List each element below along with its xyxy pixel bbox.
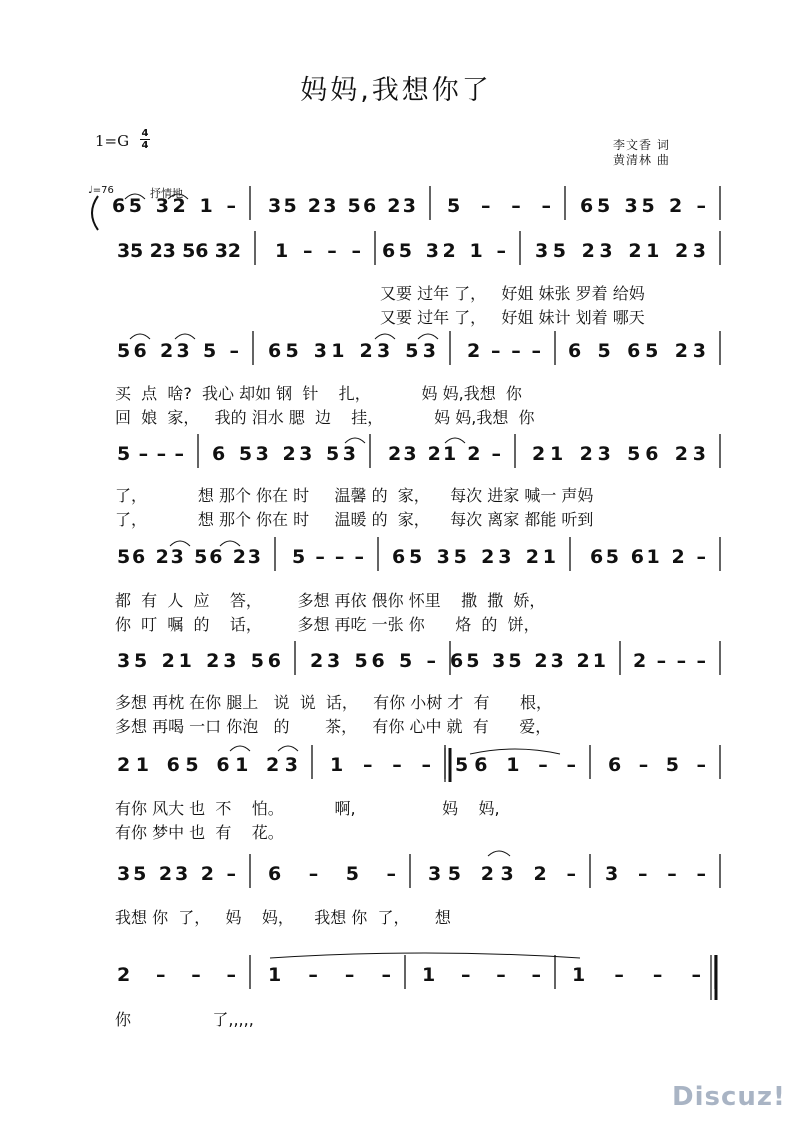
lyric-line: 都 有 人 应 答， 多想 再依 偎你 怀里 撒 撒 娇， xyxy=(115,591,546,610)
slur xyxy=(418,334,438,339)
measure-notes: 35 23 56 32 xyxy=(117,240,241,262)
measure-notes: 1 – – – xyxy=(275,240,361,262)
measure-notes: 65 35 23 21 xyxy=(450,650,606,672)
composer: 黄清林 曲 xyxy=(613,153,670,167)
measure-notes: 5 – – – xyxy=(292,546,364,568)
measure-notes: 65 31 23 53 xyxy=(268,340,436,362)
slur xyxy=(270,953,580,958)
measure-notes: 65 35 2 – xyxy=(580,195,706,217)
measure-notes: 35 23 2 – xyxy=(428,863,576,885)
slur xyxy=(278,746,298,751)
key-signature: 1=G xyxy=(95,132,130,150)
measure-notes: 2 – – – xyxy=(633,650,706,672)
measure-notes: 65 61 2 – xyxy=(590,546,706,568)
measure-notes: 35 23 56 23 xyxy=(268,195,416,217)
measure-notes: 1 – – – xyxy=(422,964,541,986)
measure-notes: 2 – – – xyxy=(117,964,236,986)
measure-notes: 21 65 61 23 xyxy=(117,754,298,776)
slur xyxy=(130,334,150,339)
measure-notes: 6 – 5 – xyxy=(268,863,396,885)
lyric-line: 有你 梦中 也 有 花。 xyxy=(115,823,284,842)
measure-notes: 6 – 5 – xyxy=(608,754,706,776)
lyric-line: 又要 过年 了， 好姐 妹计 划着 哪天 xyxy=(380,308,645,327)
measure-notes: 56 23 56 23 xyxy=(117,546,261,568)
measure-notes: 5 – – – xyxy=(117,443,184,465)
slur xyxy=(488,851,510,856)
measure-notes: 21 23 56 23 xyxy=(532,443,706,465)
measure-notes: 2 – – – xyxy=(467,340,541,362)
measure-notes: 35 23 21 23 xyxy=(535,240,706,262)
lyric-line: 多想 再喝 一口 你泡 的 茶， 有你 心中 就 有 爱， xyxy=(115,717,552,736)
measure-notes: 56 23 5 – xyxy=(117,340,239,362)
measure-notes: 65 32 1 – xyxy=(112,195,236,217)
lyric-line: 你 了,,,,, xyxy=(115,1010,254,1029)
lyric-line: 了， 想 那个 你在 时 温暖 的 家， 每次 离家 都能 听到 xyxy=(115,510,594,529)
measure-notes: 3 – – – xyxy=(605,863,706,885)
time-signature-top: 4 xyxy=(141,128,149,139)
measure-notes: 1 – – – xyxy=(572,964,701,986)
measure-notes: 35 23 2 – xyxy=(117,863,236,885)
measure-notes: 1 – – – xyxy=(330,754,431,776)
lyric-line: 你 叮 嘱 的 话， 多想 再吃 一张 你 烙 的 饼， xyxy=(115,615,540,634)
lyric-line: 我想 你 了， 妈 妈， 我想 你 了， 想 xyxy=(115,908,451,927)
measure-notes: 65 32 1 – xyxy=(382,240,506,262)
lyric-line: 有你 风大 也 不 怕。 啊, 妈 妈, xyxy=(115,799,500,818)
watermark: Discuz! xyxy=(672,1082,786,1112)
measure-notes: 5 – – – xyxy=(447,195,551,217)
measure-notes: 1 – – – xyxy=(268,964,391,986)
page-title: 妈妈,我想你了 xyxy=(300,75,492,106)
measure-notes: 65 35 23 21 xyxy=(392,546,556,568)
measure-notes: 35 21 23 56 xyxy=(117,650,281,672)
lyric-line: 买 点 啥? 我心 却如 钢 针 扎， 妈 妈,我想 你 xyxy=(115,384,522,403)
lyric-line: 又要 过年 了， 好姐 妹张 罗着 给妈 xyxy=(380,284,645,303)
measure-notes: 23 56 5 – xyxy=(310,650,436,672)
lyric-line: 回 娘 家， 我的 泪水 腮 边 挂， 妈 妈,我想 你 xyxy=(115,408,535,427)
slur xyxy=(175,334,195,339)
tempo-mark: ♩=76 xyxy=(88,185,114,196)
lyric-line: 多想 再枕 在你 腿上 说 说 话， 有你 小树 才 有 根， xyxy=(115,693,552,712)
lyricist: 李文香 词 xyxy=(613,138,670,152)
expression-mark: 抒情地 xyxy=(150,187,183,200)
lyric-line: 了， 想 那个 你在 时 温馨 的 家， 每次 进家 喊一 声妈 xyxy=(115,486,594,505)
measure-notes: 56 1 – – xyxy=(455,754,576,776)
slur xyxy=(375,334,395,339)
measure-notes: 6 53 23 53 xyxy=(212,443,356,465)
bracket-open xyxy=(92,196,98,230)
time-signature-bottom: 4 xyxy=(141,140,149,151)
measure-notes: 23 21 2 – xyxy=(388,443,501,465)
slur xyxy=(230,746,250,751)
measure-notes: 6 5 65 23 xyxy=(568,340,706,362)
